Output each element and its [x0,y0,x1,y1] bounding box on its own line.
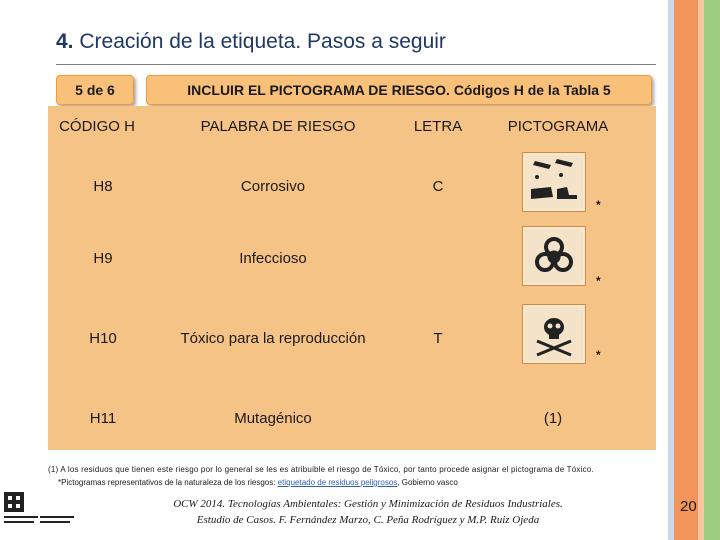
step-counter-box [56,75,134,105]
university-logo [0,488,84,532]
row-h9-word: Infeccioso [239,250,307,267]
row-h9-code: H9 [93,250,113,267]
biohazard-icon [522,226,586,286]
slide-title-text: Creación de la etiqueta. Pasos a seguir [79,30,446,53]
header-pictograma: PICTOGRAMA [507,118,609,135]
slide-title-number: 4. [56,30,74,53]
footnote-2 [58,478,458,487]
header-letra: LETRA [413,118,463,135]
header-palabra-riesgo: PALABRA DE RIESGO [200,118,356,135]
row-h10-code: H10 [89,330,117,347]
sidebar-stripe-orange [674,0,698,540]
row-h8-mark: * [596,198,601,212]
step-title: INCLUIR EL PICTOGRAMA DE RIESGO. Códigos H de la Tabla 5 [187,82,611,98]
credit-line-1: OCW 2014. Tecnologías Ambientales: Gestión y Minimización de Residuos Industriales. [173,498,563,510]
skull-crossbones-icon [522,304,586,364]
title-divider [56,64,656,65]
credit [148,496,588,528]
row-h10-mark: * [596,348,601,362]
footnote-1: (1) A los residuos que tienen este riesgo por lo general se les es atribuible el riesgo de Tóxico, por tanto procede asignar el pictograma de Tóxico. [48,465,594,474]
row-h8-word: Corrosivo [240,178,306,195]
step-title-box [146,75,652,105]
header-codigo-h: CÓDIGO H [59,118,135,135]
row-h9-mark: * [596,274,601,288]
decorative-sidebar [668,0,720,540]
row-h8-code: H8 [93,178,113,195]
step-counter: 5 de 6 [75,82,115,98]
etiquetado-link[interactable]: etiquetado de residuos peligrosos [277,478,398,487]
row-h10-word: Tóxico para la reproducción [180,330,366,347]
row-h8-letter: C [432,178,444,195]
slide-title [56,30,446,54]
row-h11-word: Mutagénico [234,410,312,427]
row-h10-letter: T [433,330,443,347]
row-h11-code: H11 [89,410,117,427]
credit-line-2: Estudio de Casos. F. Fernández Marzo, C. Peña Rodríguez y M.P. Ruiz Ojeda [196,514,540,526]
row-h11-mark: (1) [543,410,563,427]
sidebar-stripe-green [704,0,720,540]
page-number: 20 [680,498,697,515]
footnote-2-suffix: , Gobierno vasco [397,478,458,487]
corrosive-icon [522,152,586,212]
hazard-table [48,106,656,450]
footnote-2-prefix: *Pictogramas representativos de la naturaleza de los riesgos: [58,478,278,487]
